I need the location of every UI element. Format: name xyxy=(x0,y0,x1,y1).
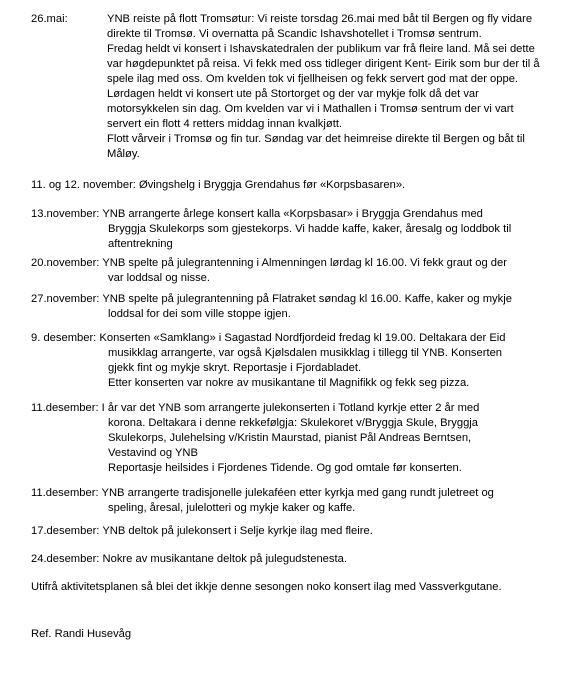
text-line: korona. Deltakara i denne rekkefølgja: Skulekoret v/Bryggja Skule, Bryggja xyxy=(108,417,478,429)
text-line: var høgdepunktet på reisa. Vi fekk med oss tidleger dirigent Kent- Eirik som bur der til å xyxy=(107,58,540,70)
text-line: aftentrekning xyxy=(108,238,173,250)
signature-line xyxy=(31,627,579,642)
text-line: 24.desember: Nokre av musikantane deltok på julegudstenesta. xyxy=(31,553,347,565)
text-line: servert ein flott 4 retters middag innan kvalkjøtt. xyxy=(107,118,343,130)
entry-9-desember xyxy=(31,331,579,391)
text-line: spele ilag med oss. Om kvelden tok vi fjellheisen og fekk servert god mat der oppe. xyxy=(107,73,519,85)
entry-20-november xyxy=(31,256,579,286)
text-line: speling, åresal, julelotteri og mykje kaker og kaffe. xyxy=(108,502,356,514)
text-line: motorsykkelen sin dag. Om kvelden var vi i Mathallen i Tromsø sentrum der vi vart xyxy=(107,103,514,115)
text-line: Bryggja Skulekorps som gjestekorps. Vi hadde kaffe, kaker, åresalg og loddbok til xyxy=(108,223,512,235)
text-line: 27.november: YNB spelte på julegrantenning på Flatraket søndag kl 16.00. Kaffe, kaker og mykje xyxy=(31,293,512,305)
entry-date: 26.mai: xyxy=(31,13,68,25)
text-line: loddsal for dei som ville stoppe igjen. xyxy=(108,308,291,320)
entry-26-mai xyxy=(31,12,579,162)
closing-paragraph xyxy=(31,580,579,595)
text-line: 17.desember: YNB deltok på julekonsert i Selje kyrkje ilag med fleire. xyxy=(31,525,373,537)
entry-11-desember-julekafe xyxy=(31,486,579,516)
text-line: Skulekorps, Julehelsing v/Kristin Maurstad, pianist Pål Andreas Berntsen, xyxy=(108,432,472,444)
text-line: 13.november: YNB arrangerte årlege konsert kalla «Korpsbasar» i Bryggja Grendahus med xyxy=(31,208,483,220)
text-line: 11.desember: YNB arrangerte tradisjonelle julekaféen etter kyrkja med gang rundt juletreet og xyxy=(31,487,494,499)
text-line: Lørdagen heldt vi konsert ute på Stortorget og der var mykje folk då det var xyxy=(107,88,479,100)
entry-24-desember xyxy=(31,552,579,567)
entry-11-desember-julekonsert xyxy=(31,401,579,476)
text-line: 20.november: YNB spelte på julegrantenning i Almenningen lørdag kl 16.00. Vi fekk graut og der xyxy=(31,257,507,269)
text-line: musikklag arrangerte, var også Kjølsdalen musikklag i tillegg til YNB. Konserten xyxy=(108,347,503,359)
entry-text xyxy=(31,12,579,162)
text-line: Utifrå aktivitetsplanen så blei det ikkje denne sesongen noko konsert ilag med Vassverkgutane. xyxy=(31,581,502,593)
text-line: YNB reiste på flott Tromsøtur: Vi reiste torsdag 26.mai med båt til Bergen og fly vidare xyxy=(107,13,533,25)
text-line: Flott vårveir i Tromsø og fin tur. Søndag var det heimreise direkte til Bergen og båt til xyxy=(107,133,525,145)
entry-11-12-november xyxy=(31,178,579,193)
entry-13-november xyxy=(31,207,579,252)
text-line: 11.desember: I år var det YNB som arrangerte julekonserten i Totland kyrkje etter 2 år med xyxy=(31,402,480,414)
text-line: Måløy. xyxy=(107,148,140,160)
text-line: direkte til Tromsø. Vi overnatta på Scandic Ishavshotellet i Tromsø sentrum. xyxy=(107,28,482,40)
text-line: 11. og 12. november: Øvingshelg i Bryggja Grendahus før «Korpsbasaren». xyxy=(31,179,406,191)
entry-17-desember xyxy=(31,524,579,539)
text-line: Etter konserten var nokre av musikantane til Magnifikk og fekk seg pizza. xyxy=(108,377,470,389)
entry-27-november xyxy=(31,292,579,322)
text-line: Reportasje heilsides i Fjordenes Tidende. Og god omtale før konserten. xyxy=(108,462,462,474)
text-line: Vestavind og YNB xyxy=(108,447,198,459)
text-line: Fredag heldt vi konsert i Ishavskatedralen der publikum var frå fleire land. Må sei dette xyxy=(107,43,535,55)
text-line: 9. desember: Konserten «Samklang» i Sagastad Nordfjordeid fredag kl 19.00. Deltakara der Eid xyxy=(31,332,506,344)
text-line: gjekk fint og mykje skryt. Reportasje i Fjordabladet. xyxy=(108,362,362,374)
referent-name: Ref. Randi Husevåg xyxy=(31,628,132,640)
text-line: var loddsal og nisse. xyxy=(108,272,210,284)
